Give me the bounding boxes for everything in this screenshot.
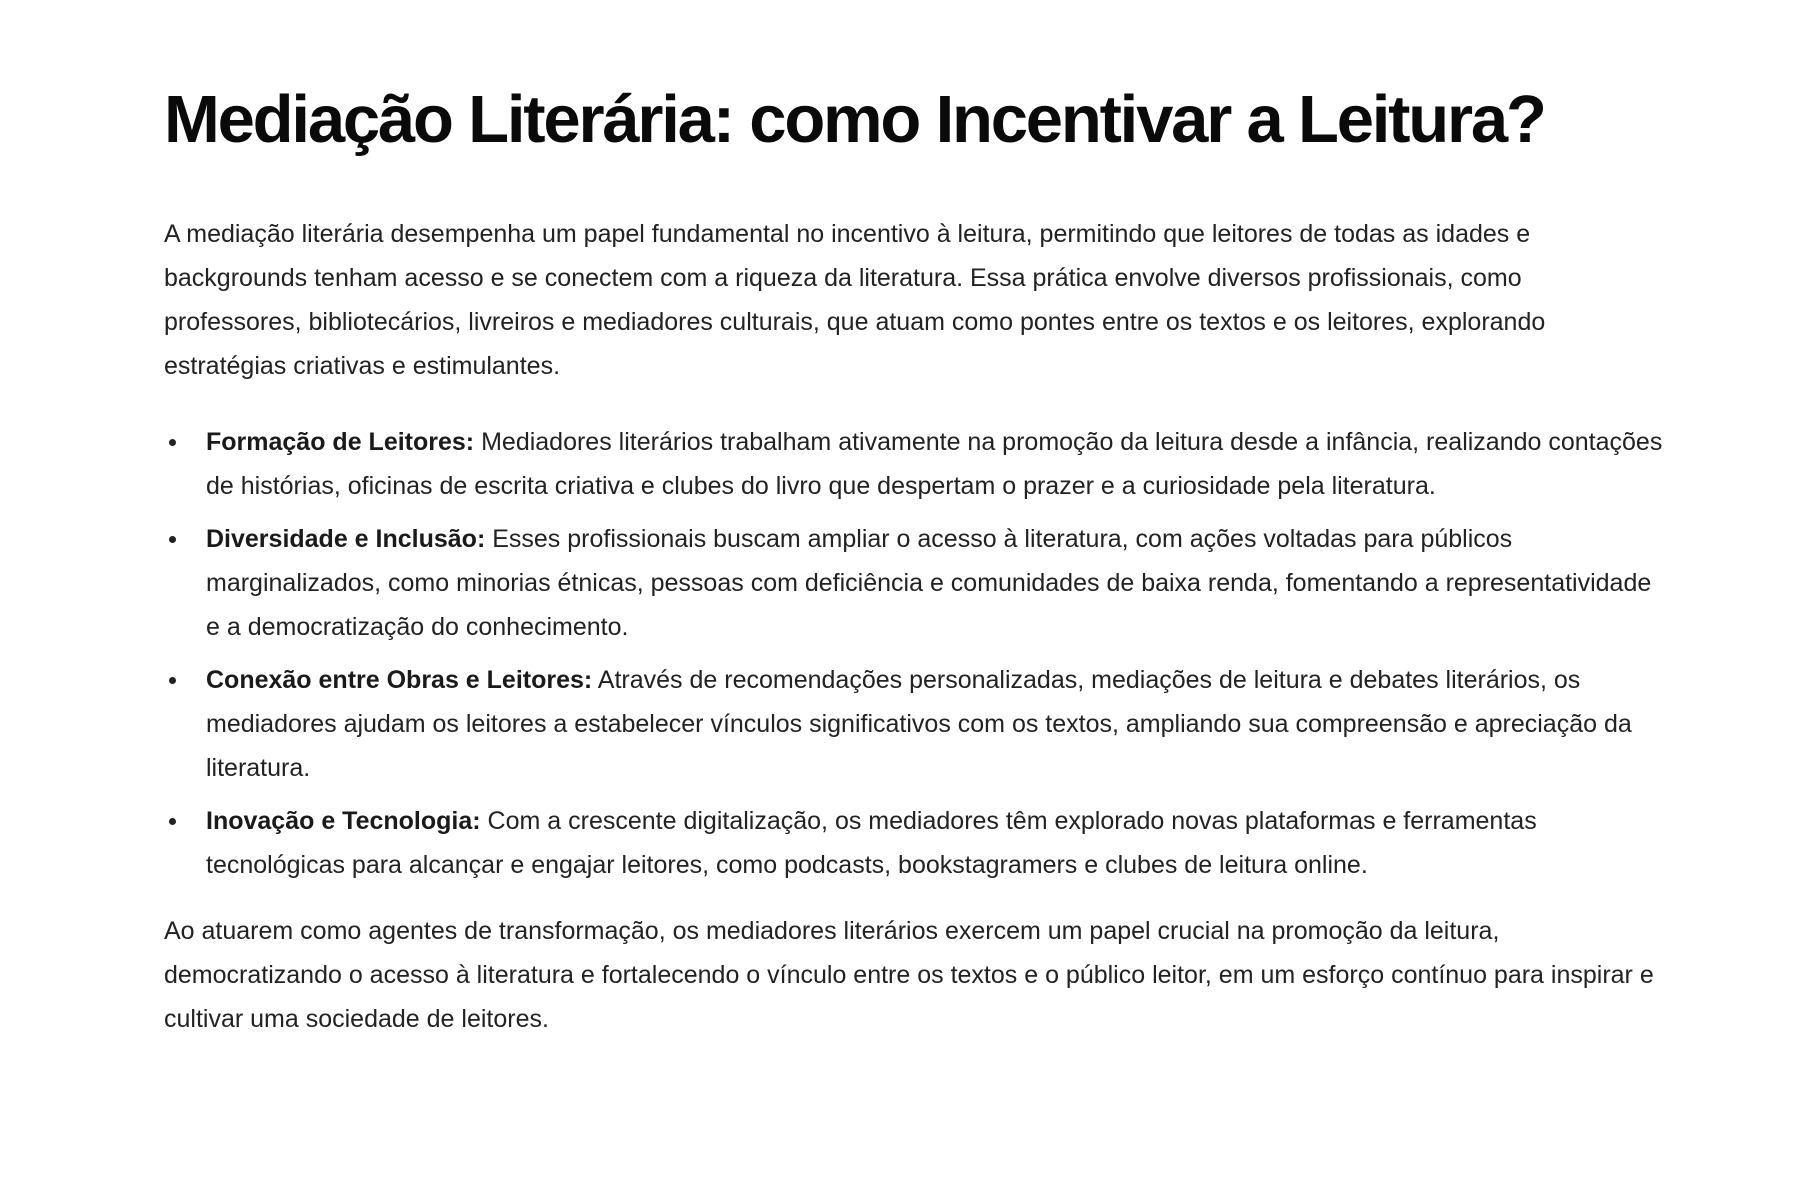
- conclusion-paragraph: Ao atuarem como agentes de transformação, os mediadores literários exercem um papel crucial na promoção da leitura, democratizando o acesso à literatura e fortalecendo o vínculo entre os textos e o público leitor, em um esforço contínuo para inspirar e cultivar uma sociedade de leitores.: [164, 917, 1654, 1033]
- bullet-icon: [169, 439, 176, 446]
- list-item: [164, 799, 1664, 887]
- list-item-heading: Conexão entre Obras e Leitores:: [206, 666, 593, 694]
- bullet-icon: [169, 536, 176, 543]
- list-item: [164, 658, 1664, 790]
- list-item: [164, 420, 1664, 508]
- intro-paragraph: A mediação literária desempenha um papel fundamental no incentivo à leitura, permitindo que leitores de todas as idades e backgrounds tenham acesso e se conectem com a riqueza da literatura. Essa prática envolve diversos profissionais, como professores, bibliotecários, livreiros e mediadores culturais, que atuam como pontes entre os textos e os leitores, explorando estratégias criativas e estimulantes.: [164, 220, 1546, 380]
- list-item-heading: Inovação e Tecnologia:: [206, 807, 481, 835]
- article: [164, 60, 1664, 1041]
- list-item-heading: Formação de Leitores:: [206, 428, 475, 456]
- list-item-text: Através de recomendações personalizadas, mediações de leitura e debates literários, os mediadores ajudam os leitores a estabelecer vínculos significativos com os textos, ampliando sua compreensão e apreciação da literatura.: [206, 666, 1632, 782]
- bullet-icon: [169, 677, 176, 684]
- list-item-text: Com a crescente digitalização, os mediadores têm explorado novas plataformas e ferramentas tecnológicas para alcançar e engajar leitores, como podcasts, bookstagramers e clubes de leitura online.: [206, 807, 1537, 879]
- list-item-text: Mediadores literários trabalham ativamente na promoção da leitura desde a infância, realizando contações de histórias, oficinas de escrita criativa e clubes do livro que despertam o prazer e a curiosidade pela literatura.: [206, 428, 1663, 500]
- list-item-heading: Diversidade e Inclusão:: [206, 525, 486, 553]
- page-title: Mediação Literária: como Incentivar a Leitura?: [164, 82, 1545, 157]
- bullet-icon: [169, 818, 176, 825]
- bullet-list: [164, 420, 1664, 887]
- list-item-text: Esses profissionais buscam ampliar o acesso à literatura, com ações voltadas para públicos marginalizados, como minorias étnicas, pessoas com deficiência e comunidades de baixa renda, fomentando a representatividade e a democratização do conhecimento.: [206, 525, 1652, 641]
- list-item: [164, 517, 1664, 649]
